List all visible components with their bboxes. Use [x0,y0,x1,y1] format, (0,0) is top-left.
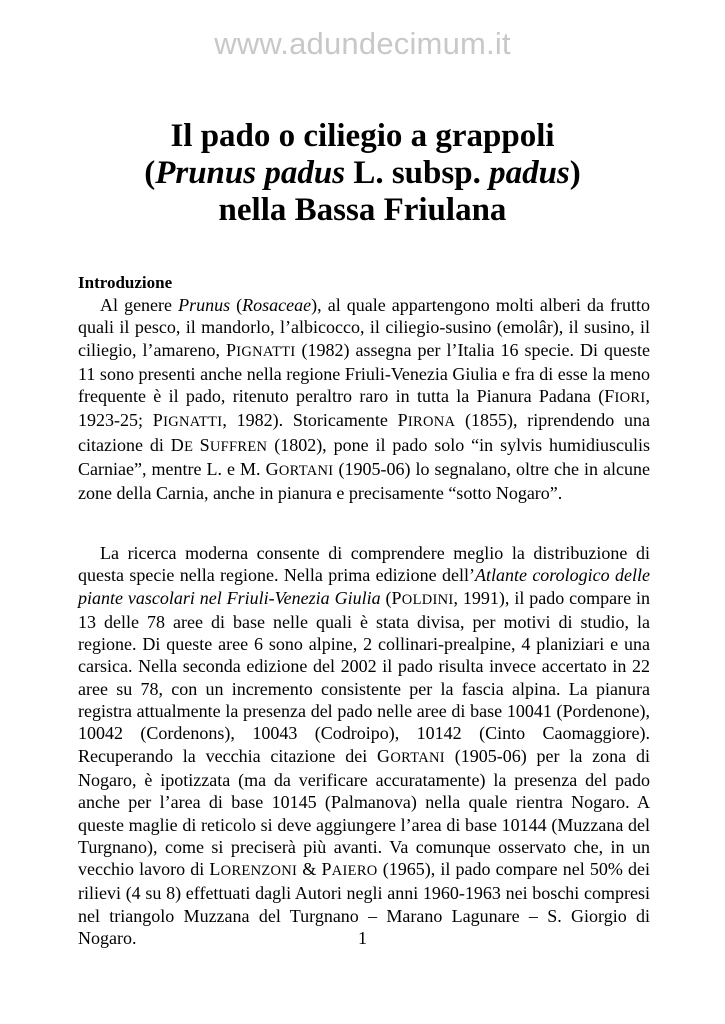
watermark: www.adundecimum.it [214,26,511,61]
author-name: PAIERO [321,859,378,880]
title-line-1: Il pado o ciliegio a grappoli [170,118,555,154]
author-name: LORENZONI [209,859,298,880]
section-heading: Introduzione [78,273,173,292]
author-name: PIGNATTI [225,339,296,360]
document-title [0,118,725,229]
page-number: 1 [358,928,367,948]
title-line-3: nella Bassa Friulana [218,192,507,228]
author-name: DE SUFFREN [170,434,268,455]
author-name: PIGNATTI [152,410,223,431]
author-name: GORTANI [377,745,445,766]
title-genus: Prunus padus [155,155,346,191]
title-subspecies: padus [489,155,570,191]
intro-paragraph: Al genere Prunus (Rosaceae), al quale appartengono molti alberi da frutto quali il pesco, il mandorlo, l’albicocco, il ciliegio-susino (emolâr), il susino, il ciliegio, l’amareno, PIGNATTI (1982) assegna per l’Italia 16 specie. Di queste 11 sono presenti anche nella regione Friuli-Venezia Giulia e fra di esse la meno frequente è il pado, ritenuto peraltro raro in tutta la Pianura Padana (FIORI, 1923-25; PIGNATTI, 1982). Storicamente PIRONA (1855), riprendendo una citazione di DE SUFFREN (1802), pone il pado solo “in sylvis humidiusculis Carniae”, mentre L. e M. GORTANI (1905-06) lo segnalano, oltre che in alcune zone della Carnia, anche in pianura e precisamente “sotto Nogaro”. [78,295,651,504]
title-line-2: (Prunus padus L. subsp. padus) [144,155,581,191]
author-name: FIORI [604,386,646,407]
distribution-paragraph: La ricerca moderna consente di comprendere meglio la distribuzione di questa specie nella regione. Nella prima edizione dell’Atlante corologico delle piante vascolari nel Friuli-Venezia Giulia (POLDINI, 1991), il pado compare in 13 delle 78 aree di base nelle quali è stata divisa, per motivi di studio, la regione. Di queste aree 6 sono alpine, 2 collinari-prealpine, 4 planiziari e una carsica. Nella seconda edizione del 2002 il pado risulta invece accertato in 22 aree su 78, con un incremento consistente per la fascia alpina. La pianura registra attualmente la presenza del pado nelle aree di base 10041 (Pordenone), 10042 (Cordenons), 10043 (Codroipo), 10142 (Cinto Caomaggiore). Recuperando la vecchia citazione dei GORTANI (1905-06) per la zona di Nogaro, è ipotizzata (ma da verificare accuratamente) la presenza del pado anche per l’area di base 10145 (Palmanova) nella quale rientra Nogaro. A queste maglie di reticolo si deve aggiungere l’area di base 10144 (Muzzana del Turgnano), come si preciserà più avanti. Va comunque osservato che, in un vecchio lavoro di LORENZONI & PAIERO (1965), il pado compare nel 50% dei rilievi (4 su 8) effettuati dagli Autori negli anni 1960-1963 nei boschi compresi nel triangolo Muzzana del Turgnano – Marano Lagunare – S. Giorgio di Nogaro. [78,543,650,949]
author-name: POLDINI [391,587,454,608]
author-name: GORTANI [265,459,334,480]
atlas-title: Atlante corologico delle piante vascolari nel Friuli-Venezia Giulia [78,565,650,608]
author-name: PIRONA [397,410,456,431]
